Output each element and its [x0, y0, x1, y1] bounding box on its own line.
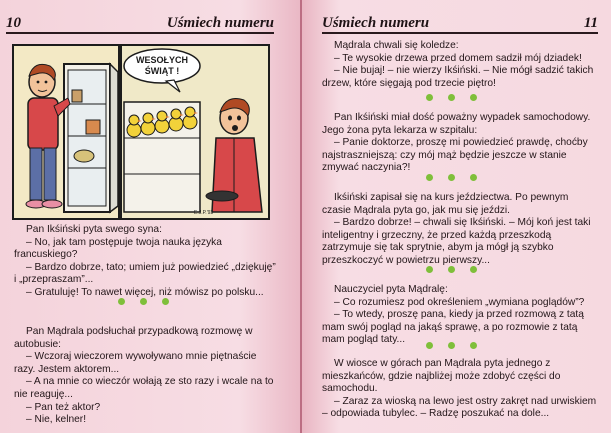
story-line: – A na mnie co wieczór wołają ze sto razy i wcale na to nie reaguję...: [14, 376, 274, 400]
right-story-5: [322, 358, 600, 421]
right-story-1: [322, 40, 600, 90]
right-page-header: [322, 12, 598, 34]
right-page-header-title: Uśmiech numeru: [322, 15, 430, 31]
separator-dots: [426, 174, 477, 181]
right-page-number: 11: [583, 15, 598, 31]
story-line: Pan Mądrala podsłuchał przypadkową rozmowę w autobusie:: [14, 326, 253, 350]
story-line: – Gratuluję! To nawet więcej, niż mówisz po polsku...: [26, 286, 264, 298]
left-page: [0, 0, 300, 433]
right-story-3: [322, 192, 600, 268]
speech-bubble-line1: WESOŁYCH: [135, 55, 189, 65]
separator-dot: [470, 342, 477, 349]
right-story-2: [322, 112, 600, 175]
story-line: – No, jak tam postępuje twoja nauka języka francuskiego?: [14, 236, 222, 261]
separator-dot: [470, 174, 477, 181]
story-line: Pan Ikśiński pyta swego syna:: [26, 224, 162, 235]
separator-dot: [140, 298, 147, 305]
comic-panel-fridge: [12, 44, 120, 220]
separator-dots: [426, 94, 477, 101]
story-line: – Co rozumiesz pod określeniem „wymiana poglądów”?: [334, 296, 585, 308]
story-line: – Nie, kelner!: [26, 414, 87, 426]
speech-bubble-line2: ŚWIĄT !: [144, 66, 180, 76]
separator-dot: [426, 174, 433, 181]
separator-dot: [448, 342, 455, 349]
story-line: – Bardzo dobrze! – chwali się Ikśiński. – Mój koń jest taki inteligentny i grzeczny, że przed każdą przeszkodą zatrzymuje się tak sprytnie, abym ja mógł ją szybko przeszkoczyć w powietrzu pierwszy...: [322, 217, 591, 266]
left-page-header: [6, 12, 274, 34]
separator-dot: [470, 266, 477, 273]
separator-dot: [426, 342, 433, 349]
story-line: – Nie bujaj! – nie wierzy Ikśiński. – Nie mógł sadzić takich drzew, które sięgają pod trzecie piętro!: [322, 65, 594, 89]
left-page-number: 10: [6, 15, 21, 31]
story-line: W wiosce w górach pan Mądrala pyta jednego z mieszkańców, gdzie najbliżej może zdobyć części do samochodu.: [322, 358, 561, 395]
story-line: – Zaraz za wioską na lewo jest ostry zakręt nad urwiskiem – odpowiada tubylec. – Radzę poszukać na dole...: [322, 395, 597, 420]
separator-dots: [118, 298, 169, 305]
comic-panel-chicks: [120, 44, 270, 220]
story-line: – Pan też aktor?: [26, 401, 101, 413]
separator-dot: [118, 298, 125, 305]
story-line: – Panie doktorze, proszę mi powiedzieć prawdę, choćby najstraszniejszą: czy mój mąż będzie jeszcze w stanie zmywać naczynia?!: [322, 137, 588, 174]
comic-fridge-illustration: [14, 46, 118, 218]
left-page-header-title: Uśmiech numeru: [166, 15, 274, 31]
right-page: [302, 0, 611, 433]
comic-chicks-illustration: [122, 46, 268, 218]
story-line: Mądrala chwali się koledze:: [334, 40, 459, 51]
story-line: – Bardzo dobrze, tato; umiem już powiedzieć „dziękuję” i „przepraszam”...: [14, 261, 276, 286]
separator-dot: [470, 94, 477, 101]
separator-dots: [426, 342, 477, 349]
left-story-1: [14, 224, 278, 300]
story-line: Ikśiński zapisał się na kurs jeździectwa. Po pewnym czasie Mądrala pyta go, jak mu się jeździ.: [322, 192, 569, 216]
comic-signature: E.J.P.'93: [194, 210, 214, 216]
story-line: Nauczyciel pyta Mądralę:: [334, 284, 448, 295]
story-line: – Te wysokie drzewa przed domem sadził mój dziadek!: [334, 52, 582, 64]
left-story-2: [14, 326, 278, 427]
separator-dot: [448, 174, 455, 181]
separator-dot: [448, 94, 455, 101]
story-line: – Wczoraj wieczorem wywoływano mnie piętnaście razy. Jestem aktorem...: [14, 351, 257, 375]
story-line: – To wtedy, proszę pana, kiedy ja przed rozmową z tatą mam swój pogląd na jakąś sprawę, a po rozmowie z tatą mam pogląd taty...: [322, 309, 584, 346]
right-story-4: [322, 284, 600, 347]
separator-dots: [426, 266, 477, 273]
separator-dot: [448, 266, 455, 273]
story-line: Pan Ikśiński miał dość poważny wypadek samochodowy. Jego żona pyta lekarza w szpitalu:: [322, 112, 591, 136]
separator-dot: [426, 94, 433, 101]
separator-dot: [426, 266, 433, 273]
comic-strip: [12, 44, 268, 216]
separator-dot: [162, 298, 169, 305]
